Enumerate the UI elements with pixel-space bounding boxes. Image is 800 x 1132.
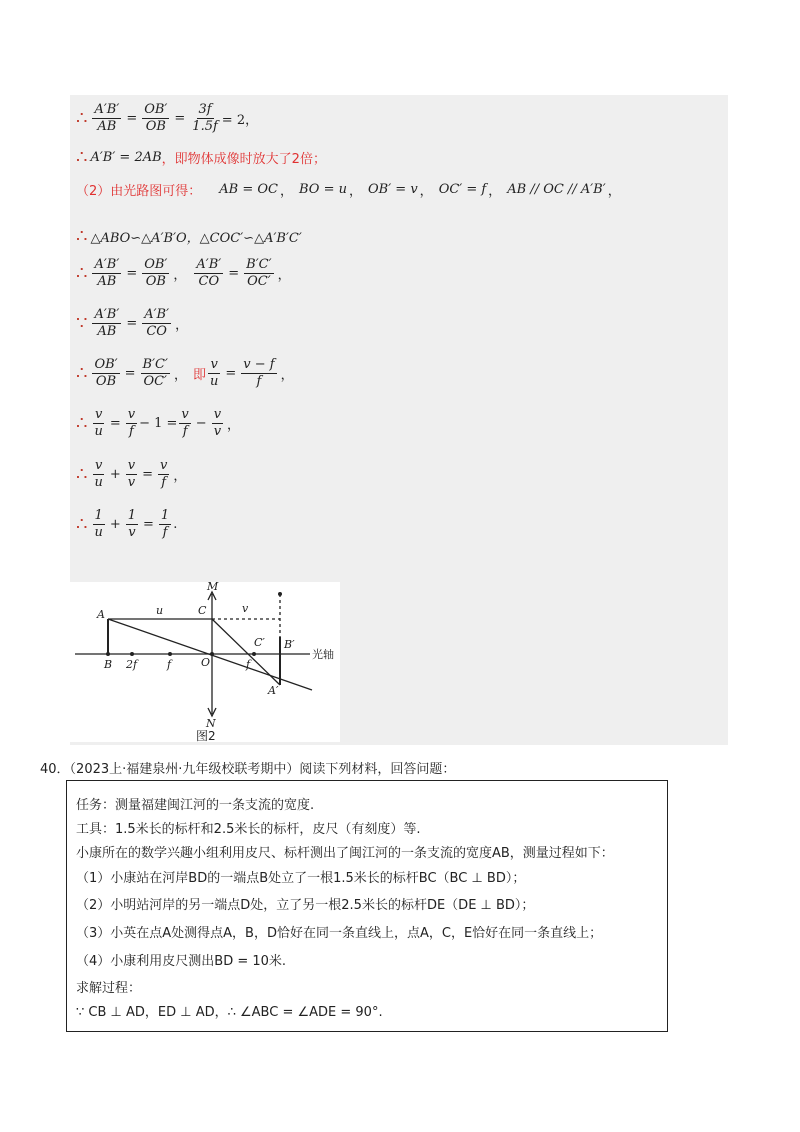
- material-line: （3）小英在点A处测得点A，B，D恰好在同一条直线上，点A，C，E恰好在同一条直线上；: [76, 926, 603, 941]
- light-path-diagram: [70, 582, 340, 742]
- label-o: O: [201, 656, 211, 669]
- solution-line-7: ∴ $\frac{OB'}{OB}$ = $\frac{B'C'}{OC'}$ ， 即 $\frac{v}{u}$ = $\frac{v - f}{f}$ ，: [76, 357, 294, 389]
- label-f1: f: [167, 658, 172, 671]
- label-c: C: [198, 604, 207, 617]
- therefore-symbol: ∴: [76, 107, 88, 129]
- material-line: ∵ CB ⊥ AD，ED ⊥ AD，∴ ∠ABC = ∠ADE = 90°.: [76, 1005, 383, 1020]
- solution-line-6: ∵ $\frac{A'B'}{AB}$ = $\frac{A'B'}{CO}$ ，: [76, 307, 189, 339]
- material-line: 小康所在的数学兴趣小组利用皮尺、标杆测出了闽江河的一条支流的宽度AB，测量过程如下：: [76, 846, 614, 861]
- material-line: （4）小康利用皮尺测出BD = 10米.: [76, 954, 287, 969]
- fraction: $\frac{3f}{1.5f}$: [192, 102, 218, 134]
- label-u: u: [156, 604, 164, 617]
- label-optical-axis: 光轴: [312, 648, 334, 661]
- label-v: v: [242, 602, 249, 615]
- solution-line-4: [76, 227, 302, 246]
- therefore-symbol: ∴: [76, 225, 88, 247]
- solution-line-5: ∴ $\frac{A'B'}{AB}$ = $\frac{OB'}{OB}$ ， $\frac{A'B'}{CO}$ = $\frac{B'C'}{OC'}$ ，: [76, 257, 291, 289]
- fraction: $\frac{A'B'}{AB}$: [94, 102, 120, 134]
- solution-line-3: （2）由光路图可得： AB = OC ， BO = u ， OB′ = v ， OC′ = f ， AB // OC // A′B′ ，: [76, 182, 621, 199]
- label-c-prime: C′: [254, 636, 265, 649]
- material-line: 任务：测量福建闽江河的一条支流的宽度.: [76, 798, 315, 813]
- fraction: $\frac{OB'}{OB}$: [144, 102, 168, 134]
- solution-line-2: [76, 148, 326, 167]
- label-b: B: [104, 658, 113, 671]
- conclusion-text: ，即物体成像时放大了2倍；: [161, 152, 326, 167]
- optics-figure: [70, 582, 340, 742]
- material-line: （1）小康站在河岸BD的一端点B处立了一根1.5米长的标杆BC（BC ⊥ BD）；: [76, 871, 526, 886]
- therefore-symbol: ∴: [76, 146, 88, 168]
- label-n: N: [206, 717, 216, 730]
- equation: A′B′ = 2AB: [90, 150, 162, 165]
- label-f2: f: [246, 658, 251, 671]
- similar-triangles: △ABO∽△A′B′O，△COC′∽△A′B′C′: [90, 231, 302, 246]
- label-a-prime: A′: [268, 684, 279, 697]
- label-m: M: [207, 582, 219, 593]
- figure-caption: 图2: [196, 729, 216, 742]
- material-line: （2）小明站河岸的另一端点D处，立了另一根2.5米长的标杆DE（DE ⊥ BD）；: [76, 898, 535, 913]
- solution-line-8: ∴ $\frac{v}{u}$ = $\frac{v}{f}$ − 1 = $\frac{v}{f}$ − $\frac{v}{v}$ ，: [76, 407, 241, 439]
- question-title: 40．（2023上·福建泉州·九年级校联考期中）阅读下列材料，回答问题：: [40, 762, 456, 777]
- solution-line-10: ∴ $\frac{1}{u}$ + $\frac{1}{v}$ = $\frac{1}{f}$ .: [76, 508, 178, 540]
- material-line: 工具：1.5米长的标杆和2.5米长的标杆，皮尺（有刻度）等.: [76, 822, 421, 837]
- part-2-label: （2）由光路图可得：: [76, 184, 202, 199]
- solution-line-1: ∴ $\frac{A'B'}{AB}$ = $\frac{OB'}{OB}$ = $\frac{3f}{1.5f}$ = 2，: [76, 102, 259, 134]
- label-2f: 2f: [126, 658, 138, 671]
- label-a: A: [97, 608, 105, 621]
- material-line: 求解过程：: [76, 981, 142, 996]
- label-b-prime: B′: [284, 638, 295, 651]
- solution-line-9: ∴ $\frac{v}{u}$ + $\frac{v}{v}$ = $\frac{v}{f}$ ，: [76, 458, 187, 490]
